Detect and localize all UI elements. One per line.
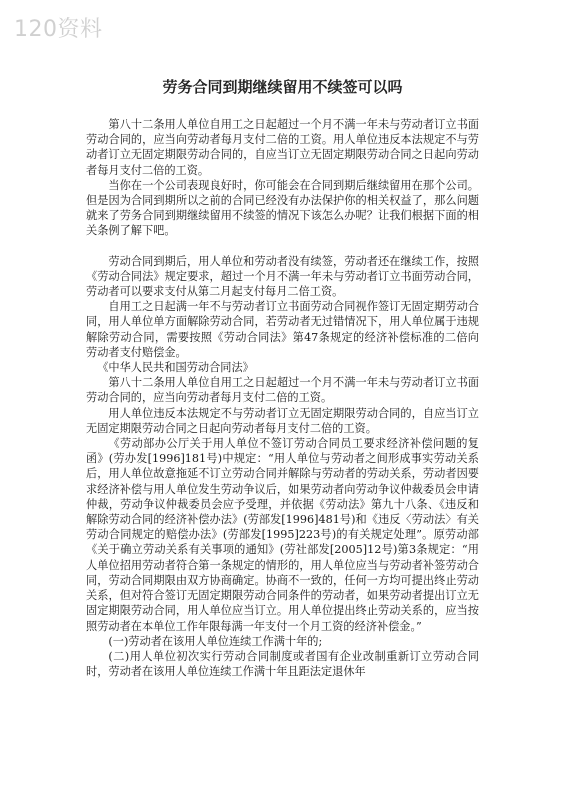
watermark-logo: 120资料 [14, 17, 103, 42]
document-body [86, 117, 479, 679]
paragraph-article-82: 第八十二条用人单位自用工之日起超过一个月不满一年未与劳动者订立书面劳动合同的，应当向劳动者每月支付二倍的工资。 [86, 376, 479, 405]
paragraph-ministry-reply: 《劳动部办公厅关于用人单位不签订劳动合同员工要求经济补偿问题的复函》(劳办发[1996]181号)中规定：“用人单位与劳动者之间形成事实劳动关系后，用人单位故意拖延不订立劳动合同并解除与劳动者的劳动关系，劳动者因要求经济补偿与用人单位发生劳动争议后，如果劳动者向劳动争议仲裁委员会申请仲裁，劳动争议仲裁委员会应予受理，并依据《劳动法》第九十八条、《违反和解除劳动合同的经济补偿办法》(劳部发[1996]481号)和《违反〈劳动法〉有关劳动合同规定的赔偿办法》(劳部发[1995]223号)的有关规定处理”。原劳动部《关于确立劳动关系有关事项的通知》(劳社部发[2005]12号)第3条规定：“用人单位招用劳动者符合第一条规定的情形的，用人单位应当与劳动者补签劳动合同，劳动合同期限由双方协商确定。协商不一致的，任何一方均可提出终止劳动关系，但对符合签订无固定期限劳动合同条件的劳动者，如果劳动者提出订立无固定期限劳动合同，用人单位应当订立。用人单位提出终止劳动关系的，应当按照劳动者在本单位工作年限每满一年支付一个月工资的经济补偿金。” [86, 437, 479, 633]
paragraph-article-82-b: 用人单位违反本法规定不与劳动者订立无固定期限劳动合同的，自应当订立无固定期限劳动合同之日起向劳动者每月支付二倍的工资。 [86, 406, 479, 435]
paragraph-one-year-rule: 自用工之日起满一年不与劳动者订立书面劳动合同视作签订无固定期劳动合同，用人单位单方面解除劳动合同，若劳动者无过错情况下，用人单位属于违规解除劳动合同，需要按照《劳动合同法》第47条规定的经济补偿标准的二倍向劳动者支付赔偿金。 [86, 300, 479, 359]
page-title: 劳务合同到期继续留用不续签可以吗 [162, 78, 403, 96]
paragraph-article-82-intro: 第八十二条用人单位自用工之日起超过一个月不满一年未与劳动者订立书面劳动合同的，应当向劳动者每月支付二倍的工资。用人单位违反本法规定不与劳动者订立无固定期限劳动合同的，自应当订立无固定期限劳动合同之日起向劳动者每月支付二倍的工资。 [86, 118, 479, 177]
paragraph-background: 当你在一个公司表现良好时，你可能会在合同到期后继续留用在那个公司。但是因为合同到期所以之前的合同已经没有办法保护你的相关权益了，那么问题就来了劳务合同到期继续留用不续签的情况下该怎么办呢？让我们根据下面的相关条例了解下吧。 [86, 178, 479, 238]
list-item-2: (二)用人单位初次实行劳动合同制度或者国有企业改制重新订立劳动合同时，劳动者在该用人单位连续工作满十年且距法定退休年 [86, 649, 479, 679]
paragraph-law-title: 《中华人民共和国劳动合同法》 [97, 361, 254, 375]
paragraph-contract-expiry: 劳动合同到期后，用人单位和劳动者没有续签，劳动者还在继续工作，按照《劳动合同法》规定要求，超过一个月不满一年未与劳动者订立书面劳动合同，劳动者可以要求支付从第二月起支付每月二倍工资。 [86, 254, 479, 299]
list-item-1: (一)劳动者在该用人单位连续工作满十年的; [108, 634, 323, 648]
